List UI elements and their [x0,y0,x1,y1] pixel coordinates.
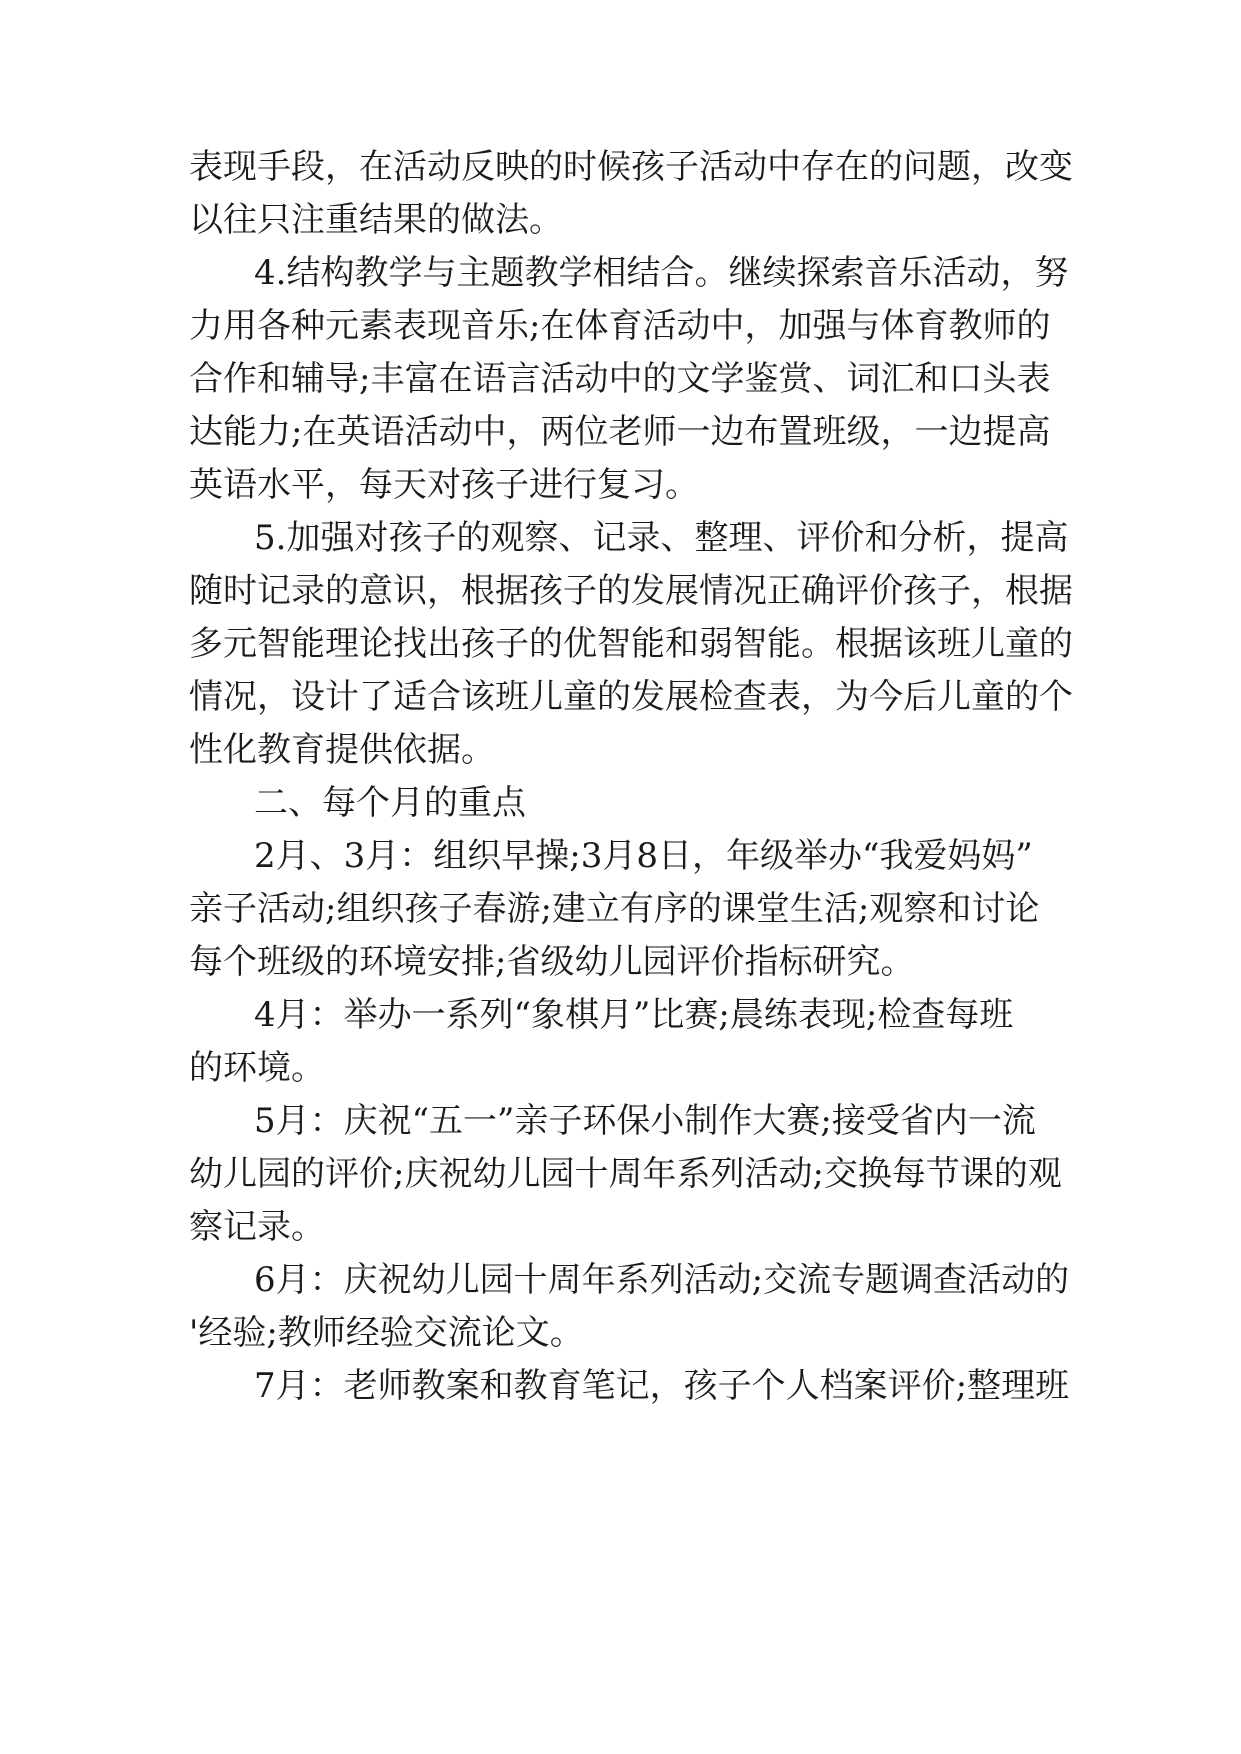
text-line-content: 英语水平，每天对孩子进行复习。 [189,465,699,505]
text-line-content: 合作和辅导;丰富在语言活动中的文学鉴赏、词汇和口头表 [189,359,1051,399]
text-line-content: 性化教育提供依据。 [189,730,495,770]
text-line-content: 的环境。 [189,1048,325,1088]
text-line-content: 察记录。 [189,1207,325,1247]
text-line [0,349,1241,409]
text-line-content: 4.结构教学与主题教学相结合。继续探索音乐活动，努 [254,253,1069,293]
section-heading [0,773,1241,833]
paragraph-start-line [0,985,1241,1045]
text-line [0,137,1241,197]
text-line-content: 5月：庆祝“五一”亲子环保小制作大赛;接受省内一流 [254,1101,1036,1141]
paragraph-start-line [0,508,1241,568]
text-line [0,402,1241,462]
paragraph-start-line [0,1356,1241,1416]
text-line [0,1144,1241,1204]
text-line-content: 7月：老师教案和教育笔记，孩子个人档案评价;整理班 [254,1366,1070,1406]
text-line-content: 情况，设计了适合该班儿童的发展检查表，为今后儿童的个 [189,677,1073,717]
text-line-content: 多元智能理论找出孩子的优智能和弱智能。根据该班儿童的 [189,624,1073,664]
text-line-content: 亲子活动;组织孩子春游;建立有序的课堂生活;观察和讨论 [189,889,1040,929]
text-line [0,667,1241,727]
text-line [0,561,1241,621]
paragraph-start-line [0,826,1241,886]
text-line [0,1197,1241,1257]
text-line-content: 每个班级的环境安排;省级幼儿园评价指标研究。 [189,942,915,982]
paragraph-start-line [0,1250,1241,1310]
text-line-content: '经验;教师经验交流论文。 [189,1313,584,1353]
section-heading-text: 二、每个月的重点 [254,783,526,823]
text-line [0,932,1241,992]
text-line-content: 幼儿园的评价;庆祝幼儿园十周年系列活动;交换每节课的观 [189,1154,1062,1194]
text-line-content: 随时记录的意识，根据孩子的发展情况正确评价孩子，根据 [189,571,1073,611]
text-line [0,296,1241,356]
text-line-content: 力用各种元素表现音乐;在体育活动中，加强与体育教师的 [189,306,1051,346]
text-line-content: 达能力;在英语活动中，两位老师一边布置班级，一边提高 [189,412,1051,452]
text-line [0,190,1241,250]
text-line [0,720,1241,780]
paragraph-start-line [0,243,1241,303]
text-line-content: 2月、3月：组织早操;3月8日，年级举办“我爱妈妈” [254,836,1033,876]
text-line [0,879,1241,939]
text-line [0,455,1241,515]
text-line-content: 6月：庆祝幼儿园十周年系列活动;交流专题调查活动的 [254,1260,1070,1300]
text-line-content: 4月：举办一系列“象棋月”比赛;晨练表现;检查每班 [254,995,1014,1035]
text-line-content: 5.加强对孩子的观察、记录、整理、评价和分析，提高 [254,518,1069,558]
text-line-content: 以往只注重结果的做法。 [189,200,563,240]
paragraph-start-line [0,1091,1241,1151]
text-line [0,1303,1241,1363]
text-line [0,614,1241,674]
text-line [0,1038,1241,1098]
text-line-content: 表现手段，在活动反映的时候孩子活动中存在的问题，改变 [189,147,1073,187]
